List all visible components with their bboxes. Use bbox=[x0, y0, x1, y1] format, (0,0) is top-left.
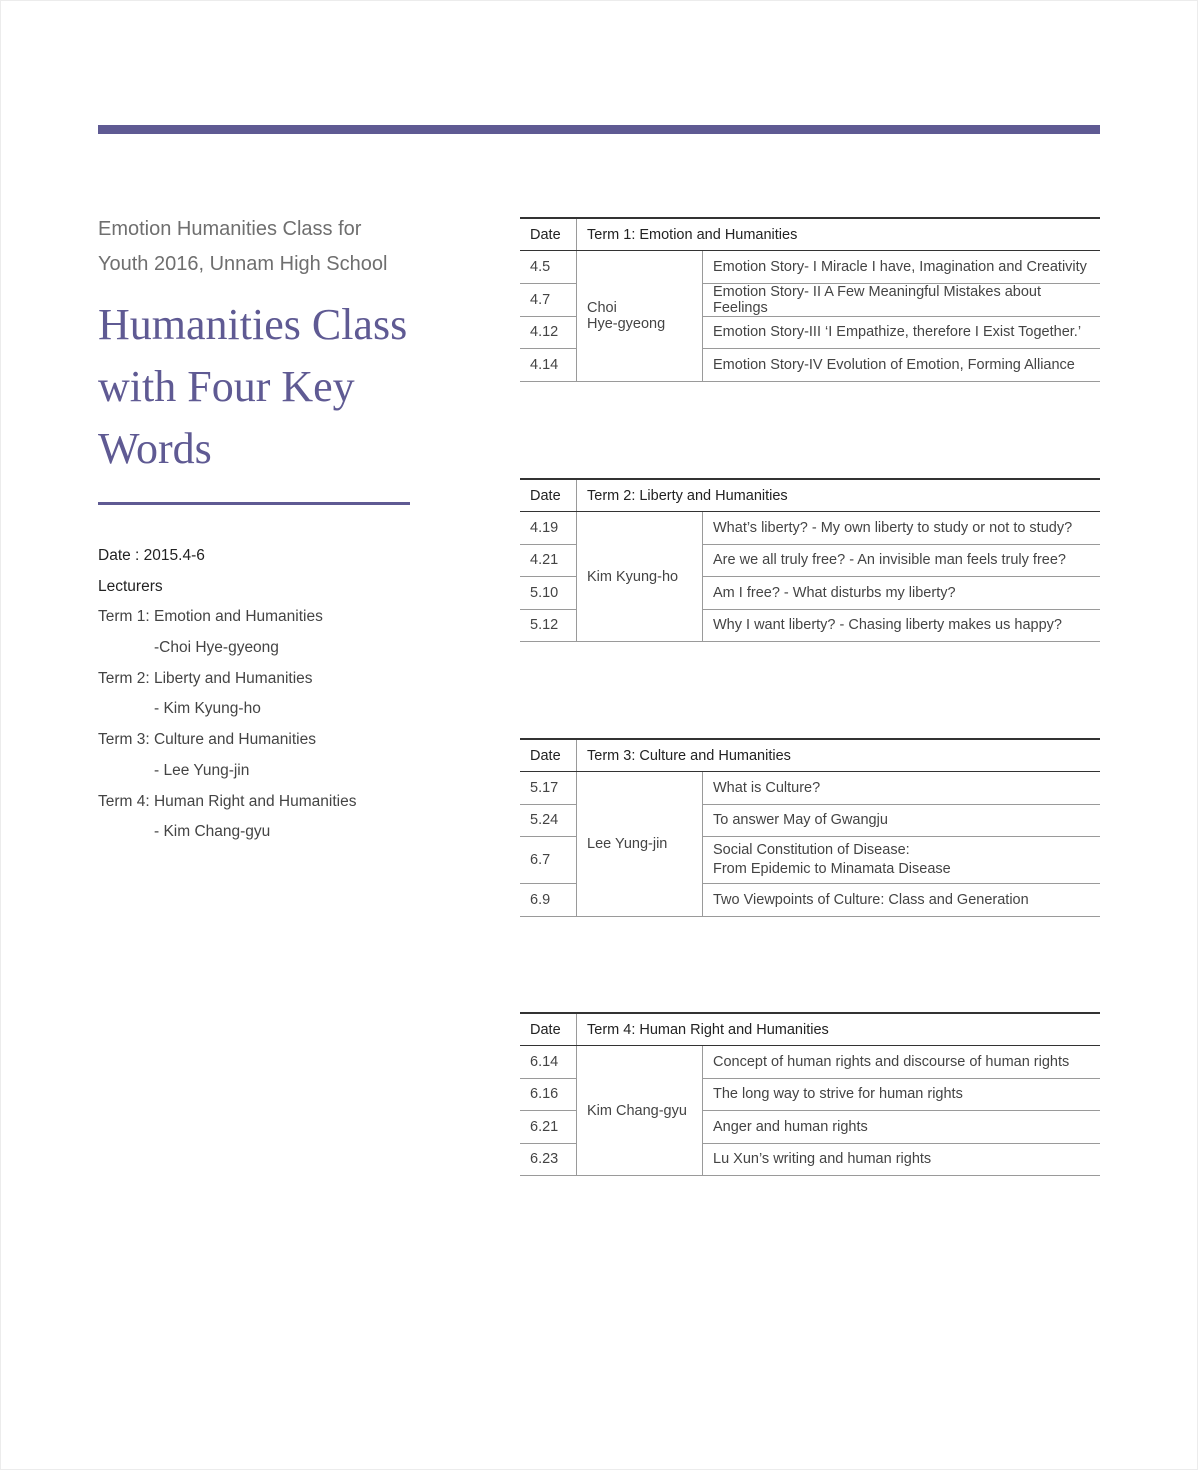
term2-label: Term 2: Liberty and Humanities bbox=[98, 669, 313, 687]
session-topic: What’s liberty? - My own liberty to study or not to study? bbox=[703, 512, 1101, 545]
session-date: 6.9 bbox=[520, 884, 577, 917]
term1-lecturer: -Choi Hye-gyeong bbox=[154, 639, 279, 657]
table-row bbox=[520, 251, 1100, 284]
session-date: 6.16 bbox=[520, 1078, 577, 1111]
title-block bbox=[98, 212, 428, 480]
date-header: Date bbox=[520, 739, 577, 772]
page-title bbox=[98, 294, 418, 480]
term4-lecturer: - Kim Chang-gyu bbox=[154, 823, 271, 841]
session-date: 4.21 bbox=[520, 544, 577, 577]
term2-table bbox=[520, 478, 1100, 642]
title-line-2: with Four Key bbox=[98, 362, 355, 411]
session-date: 4.7 bbox=[520, 283, 577, 316]
class-info bbox=[98, 541, 428, 848]
session-date: 5.17 bbox=[520, 772, 577, 805]
session-topic: Concept of human rights and discourse of human rights bbox=[703, 1046, 1101, 1079]
table-row bbox=[520, 772, 1100, 805]
session-topic: Am I free? - What disturbs my liberty? bbox=[703, 577, 1101, 610]
lecturers-label: Lecturers bbox=[98, 577, 163, 595]
topic-line-2: From Epidemic to Minamata Disease bbox=[713, 861, 951, 877]
subtitle bbox=[98, 212, 428, 282]
session-topic: Two Viewpoints of Culture: Class and Generation bbox=[703, 884, 1101, 917]
term3-label: Term 3: Culture and Humanities bbox=[98, 731, 316, 749]
subtitle-line-2: Youth 2016, Unnam High School bbox=[98, 253, 388, 275]
term-header: Term 1: Emotion and Humanities bbox=[577, 218, 1101, 251]
term1-label: Term 1: Emotion and Humanities bbox=[98, 608, 323, 626]
title-line-1: Humanities Class bbox=[98, 300, 408, 349]
session-topic: Emotion Story-III ‘I Empathize, therefore I Exist Together.’ bbox=[703, 316, 1101, 349]
session-topic: To answer May of Gwangju bbox=[703, 804, 1101, 837]
date-range: Date : 2015.4-6 bbox=[98, 547, 205, 564]
session-date: 5.24 bbox=[520, 804, 577, 837]
date-header: Date bbox=[520, 218, 577, 251]
term-header: Term 3: Culture and Humanities bbox=[577, 739, 1101, 772]
session-topic: Why I want liberty? - Chasing liberty makes us happy? bbox=[703, 609, 1101, 642]
subtitle-line-1: Emotion Humanities Class for bbox=[98, 218, 362, 240]
session-topic: Anger and human rights bbox=[703, 1111, 1101, 1144]
lecturer-cell bbox=[577, 251, 703, 382]
session-topic: Emotion Story- II A Few Meaningful Mistakes about Feelings bbox=[703, 283, 1101, 316]
session-topic: Emotion Story-IV Evolution of Emotion, Forming Alliance bbox=[703, 349, 1101, 382]
table-row bbox=[520, 512, 1100, 545]
date-header: Date bbox=[520, 1013, 577, 1046]
lecturer-cell: Kim Kyung-ho bbox=[577, 512, 703, 642]
title-line-3: Words bbox=[98, 424, 212, 473]
session-topic: Emotion Story- I Miracle I have, Imagination and Creativity bbox=[703, 251, 1101, 284]
session-date: 6.7 bbox=[520, 837, 577, 884]
session-date: 6.23 bbox=[520, 1143, 577, 1176]
term1-table bbox=[520, 217, 1100, 382]
session-date: 4.19 bbox=[520, 512, 577, 545]
session-topic: The long way to strive for human rights bbox=[703, 1078, 1101, 1111]
term3-table bbox=[520, 738, 1100, 917]
session-date: 4.14 bbox=[520, 349, 577, 382]
table-row bbox=[520, 1046, 1100, 1079]
session-date: 4.5 bbox=[520, 251, 577, 284]
term-header: Term 4: Human Right and Humanities bbox=[577, 1013, 1101, 1046]
term3-lecturer: - Lee Yung-jin bbox=[154, 761, 250, 779]
lecturer-cell: Lee Yung-jin bbox=[577, 772, 703, 917]
term4-label: Term 4: Human Right and Humanities bbox=[98, 792, 357, 810]
session-date: 6.21 bbox=[520, 1111, 577, 1144]
session-date: 6.14 bbox=[520, 1046, 577, 1079]
date-header: Date bbox=[520, 479, 577, 512]
term4-table bbox=[520, 1012, 1100, 1176]
session-topic bbox=[703, 837, 1101, 884]
lecturer-cell: Kim Chang-gyu bbox=[577, 1046, 703, 1176]
session-topic: What is Culture? bbox=[703, 772, 1101, 805]
session-date: 5.10 bbox=[520, 577, 577, 610]
topic-line-1: Social Constitution of Disease: bbox=[713, 842, 910, 858]
title-divider bbox=[98, 502, 410, 505]
lecturer-name-line-1: Choi bbox=[587, 299, 617, 316]
session-date: 4.12 bbox=[520, 316, 577, 349]
top-accent-bar bbox=[98, 125, 1100, 134]
session-topic: Lu Xun’s writing and human rights bbox=[703, 1143, 1101, 1176]
term2-lecturer: - Kim Kyung-ho bbox=[154, 700, 261, 718]
term-header: Term 2: Liberty and Humanities bbox=[577, 479, 1101, 512]
session-date: 5.12 bbox=[520, 609, 577, 642]
session-topic: Are we all truly free? - An invisible man feels truly free? bbox=[703, 544, 1101, 577]
lecturer-name-line-2: Hye-gyeong bbox=[587, 315, 666, 332]
